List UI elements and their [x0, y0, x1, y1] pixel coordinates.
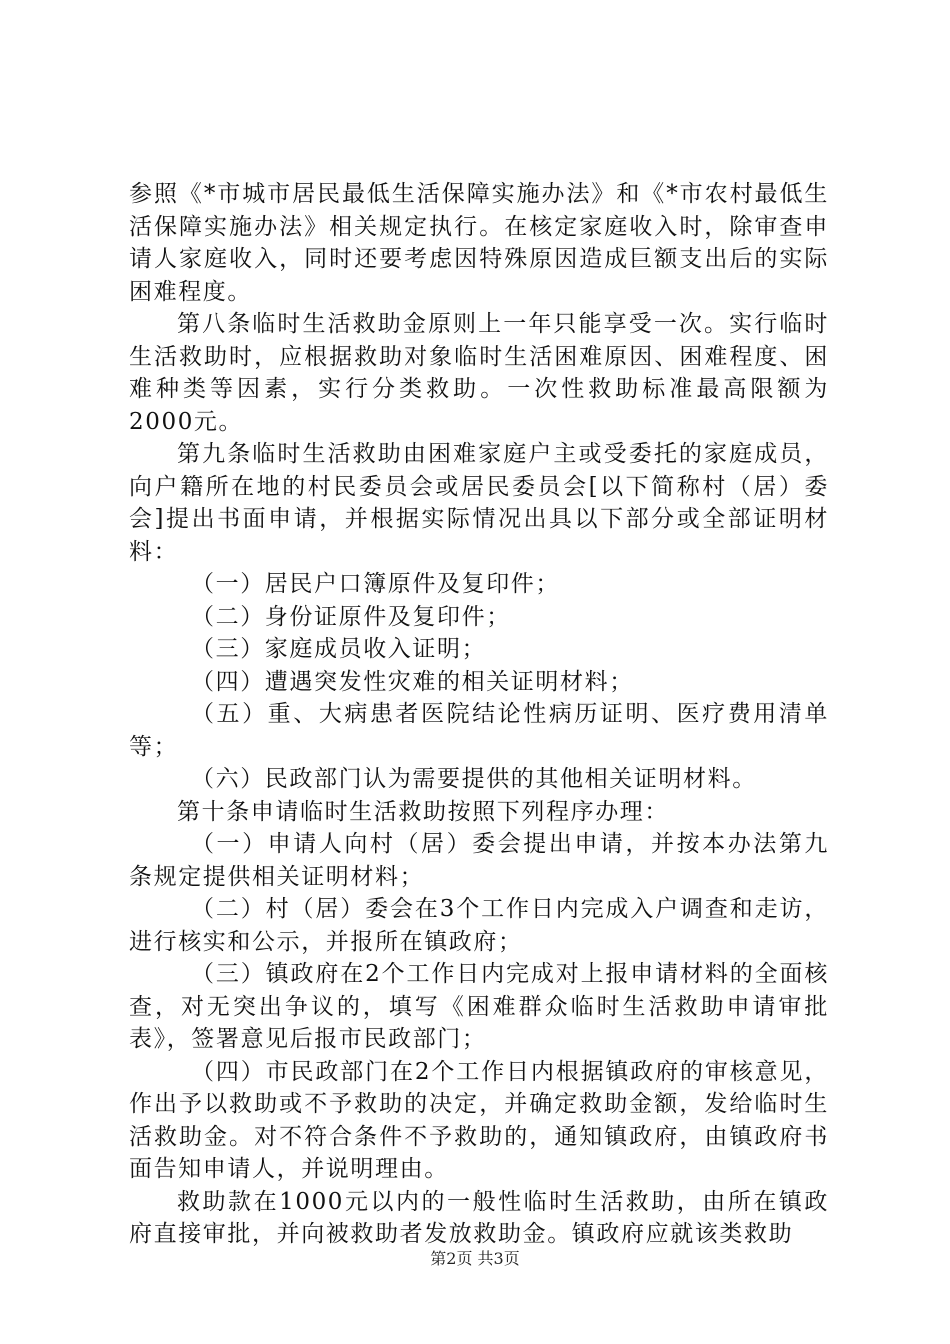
document-body — [129, 178, 829, 1251]
list-item-3: （三）家庭成员收入证明； — [191, 636, 487, 662]
list-item-5: （五）重、大病患者医院结论性病历证明、医疗费用清单等； — [129, 701, 829, 760]
paragraph-1: 参照《*市城市居民最低生活保障实施办法》和《*市农村最低生活保障实施办法》相关规定执行。在核定家庭收入时，除审查申请人家庭收入，同时还要考虑因特殊原因造成巨额支出后的实际困难程度。 — [129, 181, 829, 305]
list-item-1: （一）居民户口簿原件及复印件； — [191, 571, 560, 597]
paragraph-article-10: 第十条申请临时生活救助按照下列程序办理： — [177, 798, 669, 825]
paragraph-article-8: 第八条临时生活救助金原则上一年只能享受一次。实行临时生活救助时，应根据救助对象临时生活困难原因、困难程度、困难种类等因素，实行分类救助。一次性救助标准最高限额为2000元。 — [129, 311, 829, 435]
list-item-2: （二）身份证原件及复印件； — [191, 603, 511, 630]
paragraph-article-9: 第九条临时生活救助由困难家庭户主或受委托的家庭成员，向户籍所在地的村民委员会或居民委员会[以下简称村（居）委会]提出书面申请，并根据实际情况出具以下部分或全部证明材料： — [129, 441, 829, 565]
page-footer: 第2页 共3页 — [430, 1249, 520, 1268]
list-item-6: （六）民政部门认为需要提供的其他相关证明材料。 — [191, 766, 757, 792]
list-item-4: （四）遭遇突发性灾难的相关证明材料； — [191, 668, 634, 695]
procedure-step-1: （一）申请人向村（居）委会提出申请，并按本办法第九条规定提供相关证明材料； — [129, 831, 829, 890]
procedure-step-2: （二）村（居）委会在3个工作日内完成入户调查和走访，进行核实和公示，并报所在镇政府； — [129, 896, 829, 955]
paragraph-relief-amount: 救助款在1000元以内的一般性临时生活救助，由所在镇政府直接审批，并向被救助者发放救助金。镇政府应就该类救助 — [129, 1188, 829, 1247]
procedure-step-4: （四）市民政部门在2个工作日内根据镇政府的审核意见，作出予以救助或不予救助的决定，并确定救助金额，发给临时生活救助金。对不符合条件不予救助的，通知镇政府，由镇政府书面告知申请人，并说明理由。 — [129, 1058, 829, 1182]
procedure-step-3: （三）镇政府在2个工作日内完成对上报申请材料的全面核查，对无突出争议的，填写《困难群众临时生活救助申请审批表》，签署意见后报市民政部门； — [129, 961, 829, 1052]
